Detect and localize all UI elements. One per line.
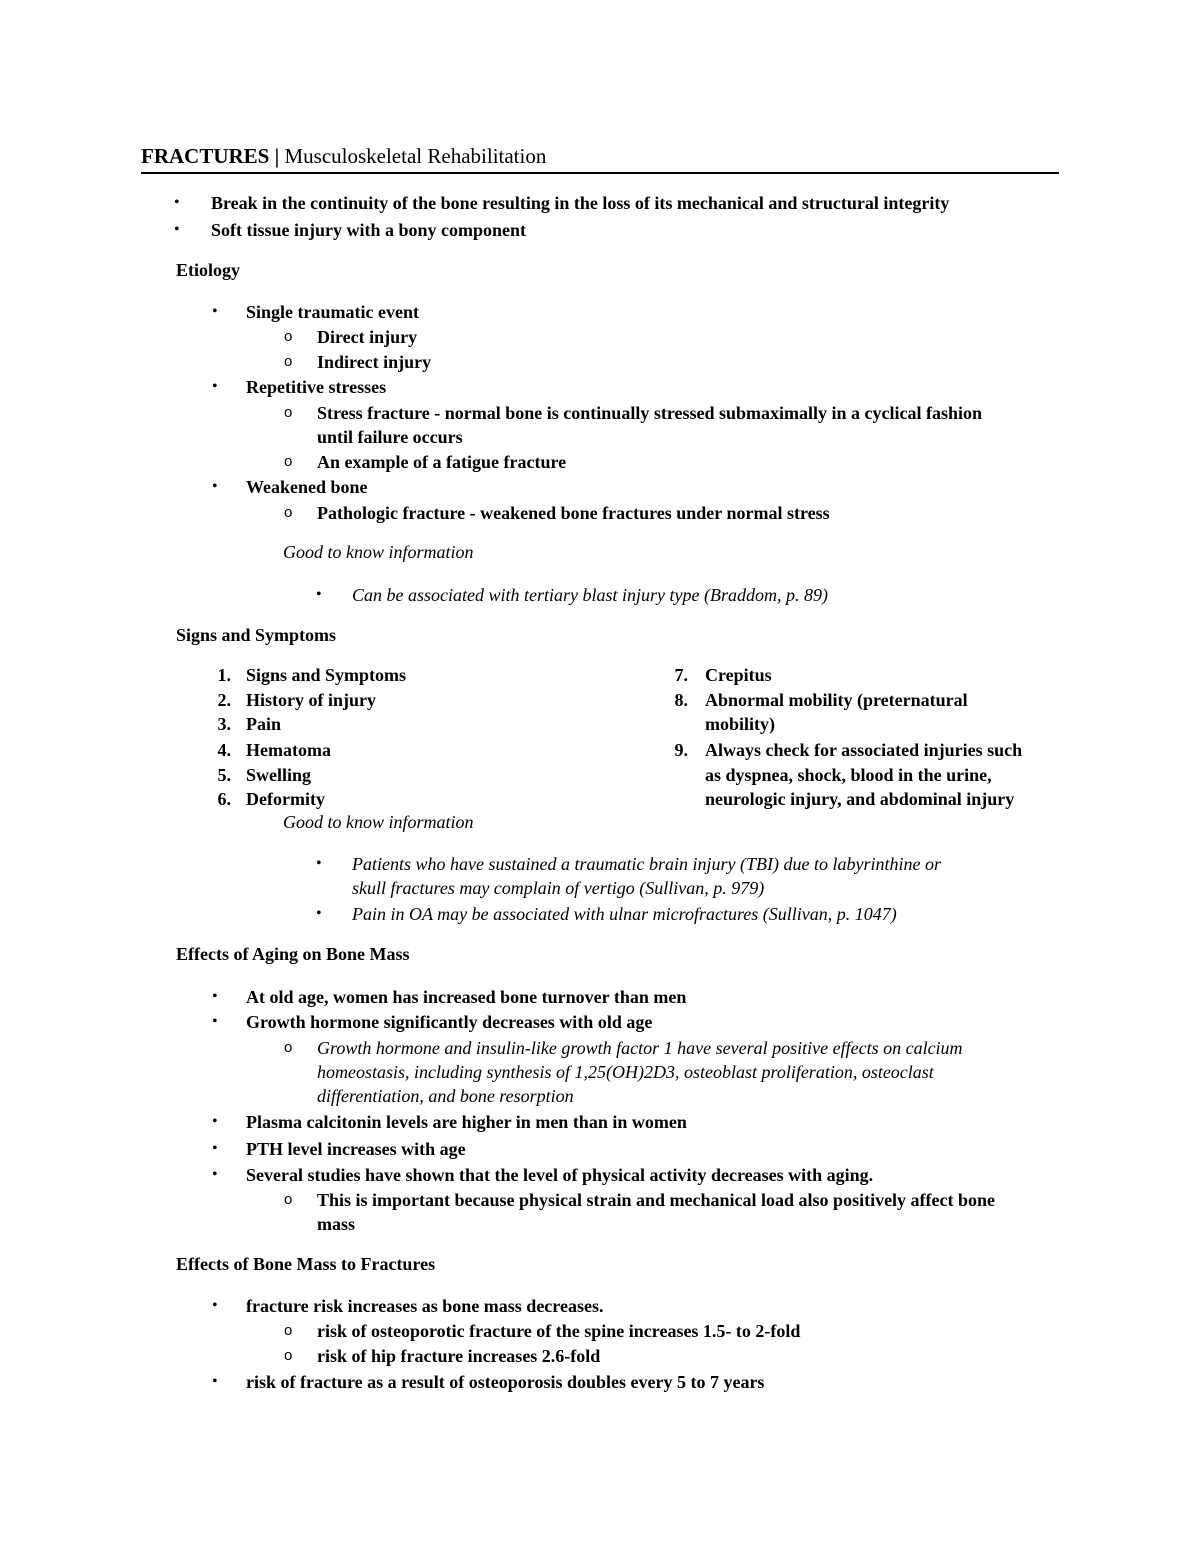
circle-bullet-icon: o	[284, 1322, 293, 1339]
list-number: 1.	[217, 665, 231, 685]
good-to-know-item: Pain in OA may be associated with ulnar microfractures (Sullivan, p. 1047)	[352, 904, 897, 924]
bullet-icon: •	[212, 303, 218, 320]
etiology-subitem: Stress fracture - normal bone is continually stressed submaximally in a cyclical fashion	[317, 403, 983, 423]
aging-item: Plasma calcitonin levels are higher in men than in women	[246, 1112, 687, 1132]
aging-item: Growth hormone significantly decreases with old age	[246, 1012, 653, 1032]
list-number: 4.	[217, 740, 231, 760]
good-to-know-item: Can be associated with tertiary blast injury type (Braddom, p. 89)	[352, 585, 828, 605]
etiology-item: Weakened bone	[246, 477, 368, 497]
bonemass-heading: Effects of Bone Mass to Fractures	[176, 1254, 436, 1274]
etiology-subitem: Direct injury	[317, 327, 418, 347]
bullet-icon: •	[316, 586, 322, 603]
bonemass-subitem: risk of hip fracture increases 2.6-fold	[317, 1346, 601, 1366]
bonemass-item: risk of fracture as a result of osteoporosis doubles every 5 to 7 years	[246, 1372, 765, 1392]
bonemass-subitem: risk of osteoporotic fracture of the spine increases 1.5- to 2-fold	[317, 1321, 801, 1341]
bullet-icon: •	[212, 988, 218, 1005]
bullet-icon: •	[212, 478, 218, 495]
signs-item: as dyspnea, shock, blood in the urine,	[705, 765, 992, 785]
circle-bullet-icon: o	[284, 328, 293, 345]
good-to-know-label: Good to know information	[283, 812, 474, 832]
signs-item: History of injury	[246, 690, 376, 710]
signs-item: Deformity	[246, 789, 325, 809]
aging-item: At old age, women has increased bone turnover than men	[246, 987, 687, 1007]
circle-bullet-icon: o	[284, 1191, 293, 1208]
aging-subitem: mass	[317, 1214, 356, 1234]
signs-heading: Signs and Symptoms	[176, 625, 337, 645]
good-to-know-item: Patients who have sustained a traumatic brain injury (TBI) due to labyrinthine or	[352, 854, 941, 874]
list-number: 5.	[217, 765, 231, 785]
etiology-heading: Etiology	[176, 260, 241, 280]
list-number: 6.	[217, 789, 231, 809]
good-to-know-label: Good to know information	[283, 542, 474, 562]
bullet-icon: •	[212, 1140, 218, 1157]
title-separator: |	[269, 144, 285, 168]
etiology-subitem: Pathologic fracture - weakened bone fractures under normal stress	[317, 503, 830, 523]
etiology-item: Repetitive stresses	[246, 377, 387, 397]
aging-subitem: Growth hormone and insulin-like growth factor 1 have several positive effects on calcium	[317, 1038, 963, 1058]
aging-item: Several studies have shown that the level of physical activity decreases with aging.	[246, 1165, 874, 1185]
aging-item: PTH level increases with age	[246, 1139, 466, 1159]
circle-bullet-icon: o	[284, 353, 293, 370]
page-title	[141, 143, 1058, 169]
signs-item: Crepitus	[705, 665, 772, 685]
intro-item: Soft tissue injury with a bony component	[211, 220, 527, 240]
signs-item: Signs and Symptoms	[246, 665, 407, 685]
circle-bullet-icon: o	[284, 504, 293, 521]
bullet-icon: •	[316, 905, 322, 922]
aging-heading: Effects of Aging on Bone Mass	[176, 944, 410, 964]
etiology-subitem: An example of a fatigue fracture	[317, 452, 567, 472]
list-number: 7.	[674, 665, 688, 685]
bullet-icon: •	[316, 855, 322, 872]
bullet-icon: •	[212, 1013, 218, 1030]
signs-item: Swelling	[246, 765, 312, 785]
aging-subitem: This is important because physical strain and mechanical load also positively affect bone	[317, 1190, 996, 1210]
circle-bullet-icon: o	[284, 453, 293, 470]
signs-item: Hematoma	[246, 740, 331, 760]
bullet-icon: •	[174, 194, 180, 211]
list-number: 2.	[217, 690, 231, 710]
circle-bullet-icon: o	[284, 1347, 293, 1364]
list-number: 3.	[217, 714, 231, 734]
signs-item: Pain	[246, 714, 282, 734]
title-rule	[141, 172, 1059, 174]
bullet-icon: •	[212, 378, 218, 395]
etiology-subitem: Indirect injury	[317, 352, 432, 372]
intro-item: Break in the continuity of the bone resulting in the loss of its mechanical and structural integrity	[211, 193, 950, 213]
list-number: 9.	[674, 740, 688, 760]
signs-item: neurologic injury, and abdominal injury	[705, 789, 1015, 809]
list-number: 8.	[674, 690, 688, 710]
signs-item: Always check for associated injuries such	[705, 740, 1023, 760]
aging-subitem: homeostasis, including synthesis of 1,25(OH)2D3, osteoblast proliferation, osteoclast	[317, 1062, 934, 1082]
aging-subitem: differentiation, and bone resorption	[317, 1086, 574, 1106]
bullet-icon: •	[174, 221, 180, 238]
bullet-icon: •	[212, 1297, 218, 1314]
title-sub: Musculoskeletal Rehabilitation	[284, 144, 547, 168]
circle-bullet-icon: o	[284, 1039, 293, 1056]
etiology-subitem: until failure occurs	[317, 427, 463, 447]
good-to-know-item: skull fractures may complain of vertigo (Sullivan, p. 979)	[352, 878, 765, 898]
bullet-icon: •	[212, 1373, 218, 1390]
bullet-icon: •	[212, 1166, 218, 1183]
bullet-icon: •	[212, 1113, 218, 1130]
bonemass-item: fracture risk increases as bone mass decreases.	[246, 1296, 604, 1316]
circle-bullet-icon: o	[284, 404, 293, 421]
title-main: FRACTURES	[141, 144, 270, 168]
signs-item: mobility)	[705, 714, 775, 734]
etiology-item: Single traumatic event	[246, 302, 419, 322]
signs-item: Abnormal mobility (preternatural	[705, 690, 968, 710]
